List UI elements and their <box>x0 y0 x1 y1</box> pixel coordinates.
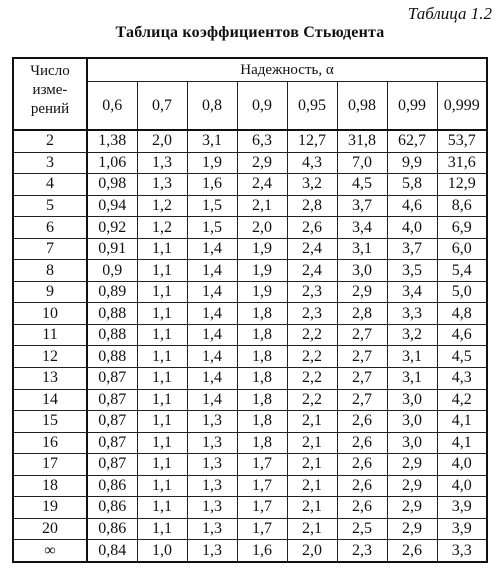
coefficient-cell: 1,1 <box>137 367 187 389</box>
table-row <box>13 367 487 389</box>
measurements-count-cell: 18 <box>13 475 87 497</box>
coefficient-cell: 1,1 <box>137 454 187 476</box>
coefficient-cell: 1,38 <box>87 130 137 152</box>
reliability-level-header: 0,95 <box>287 82 337 131</box>
coefficient-cell: 5,0 <box>437 281 487 303</box>
coefficient-cell: 2,2 <box>287 346 337 368</box>
coefficient-cell: 2,8 <box>337 303 387 325</box>
coefficient-cell: 3,9 <box>437 518 487 540</box>
coefficient-cell: 1,2 <box>137 195 187 217</box>
coefficient-cell: 3,0 <box>387 389 437 411</box>
coefficient-cell: 3,1 <box>387 367 437 389</box>
coefficient-cell: 1,0 <box>137 540 187 562</box>
coefficient-cell: 1,1 <box>137 303 187 325</box>
coefficient-cell: 0,84 <box>87 540 137 562</box>
coefficient-cell: 3,9 <box>437 497 487 519</box>
coefficient-cell: 3,0 <box>387 411 437 433</box>
coefficient-cell: 3,7 <box>387 238 437 260</box>
coefficient-cell: 0,86 <box>87 475 137 497</box>
coefficient-cell: 9,9 <box>387 152 437 174</box>
coefficient-cell: 2,5 <box>337 518 387 540</box>
coefficient-cell: 0,88 <box>87 324 137 346</box>
coefficient-cell: 7,0 <box>337 152 387 174</box>
corner-line: изме- <box>32 81 68 98</box>
coefficient-cell: 2,6 <box>337 454 387 476</box>
table-caption: Таблица 1.2 <box>407 4 492 23</box>
coefficient-cell: 1,5 <box>187 217 237 239</box>
measurements-count-cell: 19 <box>13 497 87 519</box>
coefficient-cell: 1,3 <box>187 454 237 476</box>
coefficient-cell: 0,88 <box>87 303 137 325</box>
coefficient-cell: 4,6 <box>437 324 487 346</box>
table-row <box>13 152 487 174</box>
table-body <box>13 130 487 562</box>
coefficient-cell: 4,5 <box>437 346 487 368</box>
coefficient-cell: 0,94 <box>87 195 137 217</box>
measurements-count-cell: ∞ <box>13 540 87 562</box>
coefficient-cell: 0,87 <box>87 411 137 433</box>
coefficient-cell: 1,3 <box>187 540 237 562</box>
coefficient-cell: 8,6 <box>437 195 487 217</box>
reliability-level-header: 0,999 <box>437 82 487 131</box>
page-title: Таблица коэффициентов Стьюдента <box>115 24 385 41</box>
coefficient-cell: 1,3 <box>187 518 237 540</box>
coefficient-cell: 4,0 <box>437 454 487 476</box>
coefficient-cell: 2,9 <box>237 152 287 174</box>
coefficient-cell: 0,92 <box>87 217 137 239</box>
measurements-count-cell: 16 <box>13 432 87 454</box>
coefficient-cell: 2,6 <box>387 540 437 562</box>
coefficient-cell: 1,1 <box>137 260 187 282</box>
coefficient-cell: 1,9 <box>187 152 237 174</box>
coefficient-cell: 1,3 <box>137 152 187 174</box>
coefficient-cell: 2,9 <box>387 475 437 497</box>
coefficient-cell: 3,1 <box>387 346 437 368</box>
coefficient-cell: 2,1 <box>287 411 337 433</box>
coefficient-cell: 2,7 <box>337 346 387 368</box>
coefficient-cell: 1,7 <box>237 497 287 519</box>
reliability-level-header: 0,99 <box>387 82 437 131</box>
table-row <box>13 281 487 303</box>
coefficient-cell: 53,7 <box>437 130 487 152</box>
coefficient-cell: 1,4 <box>187 389 237 411</box>
coefficient-cell: 62,7 <box>387 130 437 152</box>
table-row <box>13 303 487 325</box>
measurements-count-cell: 15 <box>13 411 87 433</box>
coefficient-cell: 1,8 <box>237 367 287 389</box>
coefficient-cell: 2,1 <box>287 518 337 540</box>
coefficient-cell: 3,4 <box>387 281 437 303</box>
coefficient-cell: 1,3 <box>137 174 187 196</box>
table-row <box>13 217 487 239</box>
coefficient-cell: 1,4 <box>187 346 237 368</box>
coefficient-cell: 4,2 <box>437 389 487 411</box>
table-row <box>13 324 487 346</box>
coefficient-cell: 3,5 <box>387 260 437 282</box>
coefficient-cell: 6,0 <box>437 238 487 260</box>
measurements-count-cell: 12 <box>13 346 87 368</box>
coefficient-cell: 2,9 <box>387 497 437 519</box>
coefficient-cell: 6,9 <box>437 217 487 239</box>
coefficient-cell: 1,1 <box>137 432 187 454</box>
coefficient-cell: 2,7 <box>337 367 387 389</box>
measurements-count-cell: 10 <box>13 303 87 325</box>
measurements-count-cell: 13 <box>13 367 87 389</box>
coefficient-cell: 2,2 <box>287 367 337 389</box>
coefficient-cell: 4,8 <box>437 303 487 325</box>
coefficient-cell: 2,4 <box>237 174 287 196</box>
coefficient-cell: 2,9 <box>337 281 387 303</box>
coefficient-cell: 1,3 <box>187 475 237 497</box>
coefficient-cell: 4,1 <box>437 411 487 433</box>
coefficient-cell: 4,6 <box>387 195 437 217</box>
measurements-count-cell: 17 <box>13 454 87 476</box>
coefficient-cell: 2,2 <box>287 389 337 411</box>
reliability-level-header: 0,98 <box>337 82 387 131</box>
table-row <box>13 475 487 497</box>
table-row <box>13 411 487 433</box>
coefficient-cell: 4,5 <box>337 174 387 196</box>
coefficient-cell: 1,1 <box>137 346 187 368</box>
table-row <box>13 130 487 152</box>
coefficient-cell: 2,1 <box>287 432 337 454</box>
coefficient-cell: 1,3 <box>187 432 237 454</box>
table-row <box>13 174 487 196</box>
coefficient-cell: 2,3 <box>337 540 387 562</box>
coefficient-cell: 3,0 <box>337 260 387 282</box>
coefficient-cell: 1,8 <box>237 303 287 325</box>
coefficient-cell: 1,4 <box>187 281 237 303</box>
coefficient-cell: 1,7 <box>237 454 287 476</box>
table-row <box>13 518 487 540</box>
reliability-level-header: 0,8 <box>187 82 237 131</box>
coefficient-cell: 1,7 <box>237 518 287 540</box>
table-row <box>13 260 487 282</box>
coefficient-cell: 2,6 <box>337 411 387 433</box>
coefficient-cell: 0,88 <box>87 346 137 368</box>
coefficient-cell: 2,6 <box>337 475 387 497</box>
coefficient-cell: 1,8 <box>237 432 287 454</box>
coefficient-cell: 1,9 <box>237 281 287 303</box>
coefficient-cell: 2,8 <box>287 195 337 217</box>
coefficient-cell: 5,4 <box>437 260 487 282</box>
measurements-count-cell: 11 <box>13 324 87 346</box>
coefficient-cell: 4,0 <box>387 217 437 239</box>
measurements-count-cell: 9 <box>13 281 87 303</box>
coefficient-cell: 2,6 <box>337 432 387 454</box>
coefficient-cell: 4,3 <box>437 367 487 389</box>
coefficient-cell: 0,89 <box>87 281 137 303</box>
coefficient-cell: 1,4 <box>187 324 237 346</box>
coefficient-cell: 1,1 <box>137 389 187 411</box>
student-coefficients-table <box>12 57 488 563</box>
coefficient-cell: 2,3 <box>287 281 337 303</box>
coefficient-cell: 2,1 <box>287 454 337 476</box>
measurements-count-cell: 6 <box>13 217 87 239</box>
reliability-header: Надежность, α <box>87 58 487 82</box>
table-row <box>13 238 487 260</box>
coefficient-cell: 1,2 <box>137 217 187 239</box>
coefficient-cell: 12,9 <box>437 174 487 196</box>
coefficient-cell: 6,3 <box>237 130 287 152</box>
coefficient-cell: 2,9 <box>387 518 437 540</box>
coefficient-cell: 3,3 <box>437 540 487 562</box>
table-row <box>13 497 487 519</box>
coefficient-cell: 1,9 <box>237 260 287 282</box>
coefficient-cell: 2,1 <box>287 497 337 519</box>
coefficient-cell: 1,8 <box>237 411 287 433</box>
table-row <box>13 432 487 454</box>
corner-line: Число <box>30 63 70 79</box>
table-row <box>13 540 487 562</box>
table-row <box>13 195 487 217</box>
measurements-count-cell: 20 <box>13 518 87 540</box>
coefficient-cell: 0,86 <box>87 518 137 540</box>
coefficient-cell: 4,3 <box>287 152 337 174</box>
coefficient-cell: 3,4 <box>337 217 387 239</box>
coefficient-cell: 3,2 <box>387 324 437 346</box>
coefficient-cell: 2,7 <box>337 389 387 411</box>
coefficient-cell: 1,1 <box>137 518 187 540</box>
coefficient-cell: 0,86 <box>87 497 137 519</box>
coefficient-cell: 1,1 <box>137 281 187 303</box>
coefficient-cell: 1,6 <box>187 174 237 196</box>
coefficient-cell: 2,7 <box>337 324 387 346</box>
reliability-level-header: 0,7 <box>137 82 187 131</box>
coefficient-cell: 1,1 <box>137 475 187 497</box>
coefficient-cell: 31,6 <box>437 152 487 174</box>
coefficient-cell: 2,1 <box>237 195 287 217</box>
corner-line: рений <box>30 100 70 117</box>
measurements-count-cell: 3 <box>13 152 87 174</box>
coefficient-cell: 4,0 <box>437 475 487 497</box>
coefficient-cell: 1,7 <box>237 475 287 497</box>
coefficient-cell: 0,91 <box>87 238 137 260</box>
measurements-count-cell: 5 <box>13 195 87 217</box>
measurements-count-cell: 4 <box>13 174 87 196</box>
coefficient-cell: 1,9 <box>237 238 287 260</box>
coefficient-cell: 3,7 <box>337 195 387 217</box>
coefficient-cell: 1,4 <box>187 303 237 325</box>
coefficient-cell: 3,3 <box>387 303 437 325</box>
coefficient-cell: 1,3 <box>187 411 237 433</box>
coefficient-cell: 2,6 <box>287 217 337 239</box>
measurements-count-header <box>13 58 87 130</box>
coefficient-cell: 1,8 <box>237 324 287 346</box>
coefficient-cell: 2,0 <box>237 217 287 239</box>
table-row <box>13 346 487 368</box>
coefficient-cell: 2,1 <box>287 475 337 497</box>
table-row <box>13 454 487 476</box>
reliability-level-header: 0,9 <box>237 82 287 131</box>
measurements-count-cell: 8 <box>13 260 87 282</box>
coefficient-cell: 2,4 <box>287 260 337 282</box>
coefficient-cell: 0,9 <box>87 260 137 282</box>
reliability-level-header: 0,6 <box>87 82 137 131</box>
coefficient-cell: 2,0 <box>287 540 337 562</box>
coefficient-cell: 1,4 <box>187 238 237 260</box>
coefficient-cell: 31,8 <box>337 130 387 152</box>
coefficient-cell: 2,3 <box>287 303 337 325</box>
coefficient-cell: 0,87 <box>87 454 137 476</box>
coefficient-cell: 2,6 <box>337 497 387 519</box>
coefficient-cell: 12,7 <box>287 130 337 152</box>
coefficient-cell: 0,87 <box>87 432 137 454</box>
measurements-count-cell: 7 <box>13 238 87 260</box>
table-row <box>13 389 487 411</box>
coefficient-cell: 3,2 <box>287 174 337 196</box>
coefficient-cell: 1,1 <box>137 411 187 433</box>
coefficient-cell: 2,2 <box>287 324 337 346</box>
coefficient-cell: 1,6 <box>237 540 287 562</box>
coefficient-cell: 3,0 <box>387 432 437 454</box>
coefficient-cell: 3,1 <box>187 130 237 152</box>
coefficient-cell: 1,1 <box>137 238 187 260</box>
coefficient-cell: 0,87 <box>87 389 137 411</box>
measurements-count-cell: 2 <box>13 130 87 152</box>
coefficient-cell: 2,4 <box>287 238 337 260</box>
coefficient-cell: 1,4 <box>187 367 237 389</box>
measurements-count-cell: 14 <box>13 389 87 411</box>
coefficient-cell: 0,98 <box>87 174 137 196</box>
coefficient-cell: 5,8 <box>387 174 437 196</box>
coefficient-cell: 1,3 <box>187 497 237 519</box>
coefficient-cell: 1,1 <box>137 324 187 346</box>
coefficient-cell: 3,1 <box>337 238 387 260</box>
coefficient-cell: 0,87 <box>87 367 137 389</box>
coefficient-cell: 1,5 <box>187 195 237 217</box>
coefficient-cell: 1,8 <box>237 346 287 368</box>
coefficient-cell: 1,06 <box>87 152 137 174</box>
coefficient-cell: 2,9 <box>387 454 437 476</box>
coefficient-cell: 1,1 <box>137 497 187 519</box>
coefficient-cell: 4,1 <box>437 432 487 454</box>
coefficient-cell: 2,0 <box>137 130 187 152</box>
coefficient-cell: 1,8 <box>237 389 287 411</box>
coefficient-cell: 1,4 <box>187 260 237 282</box>
